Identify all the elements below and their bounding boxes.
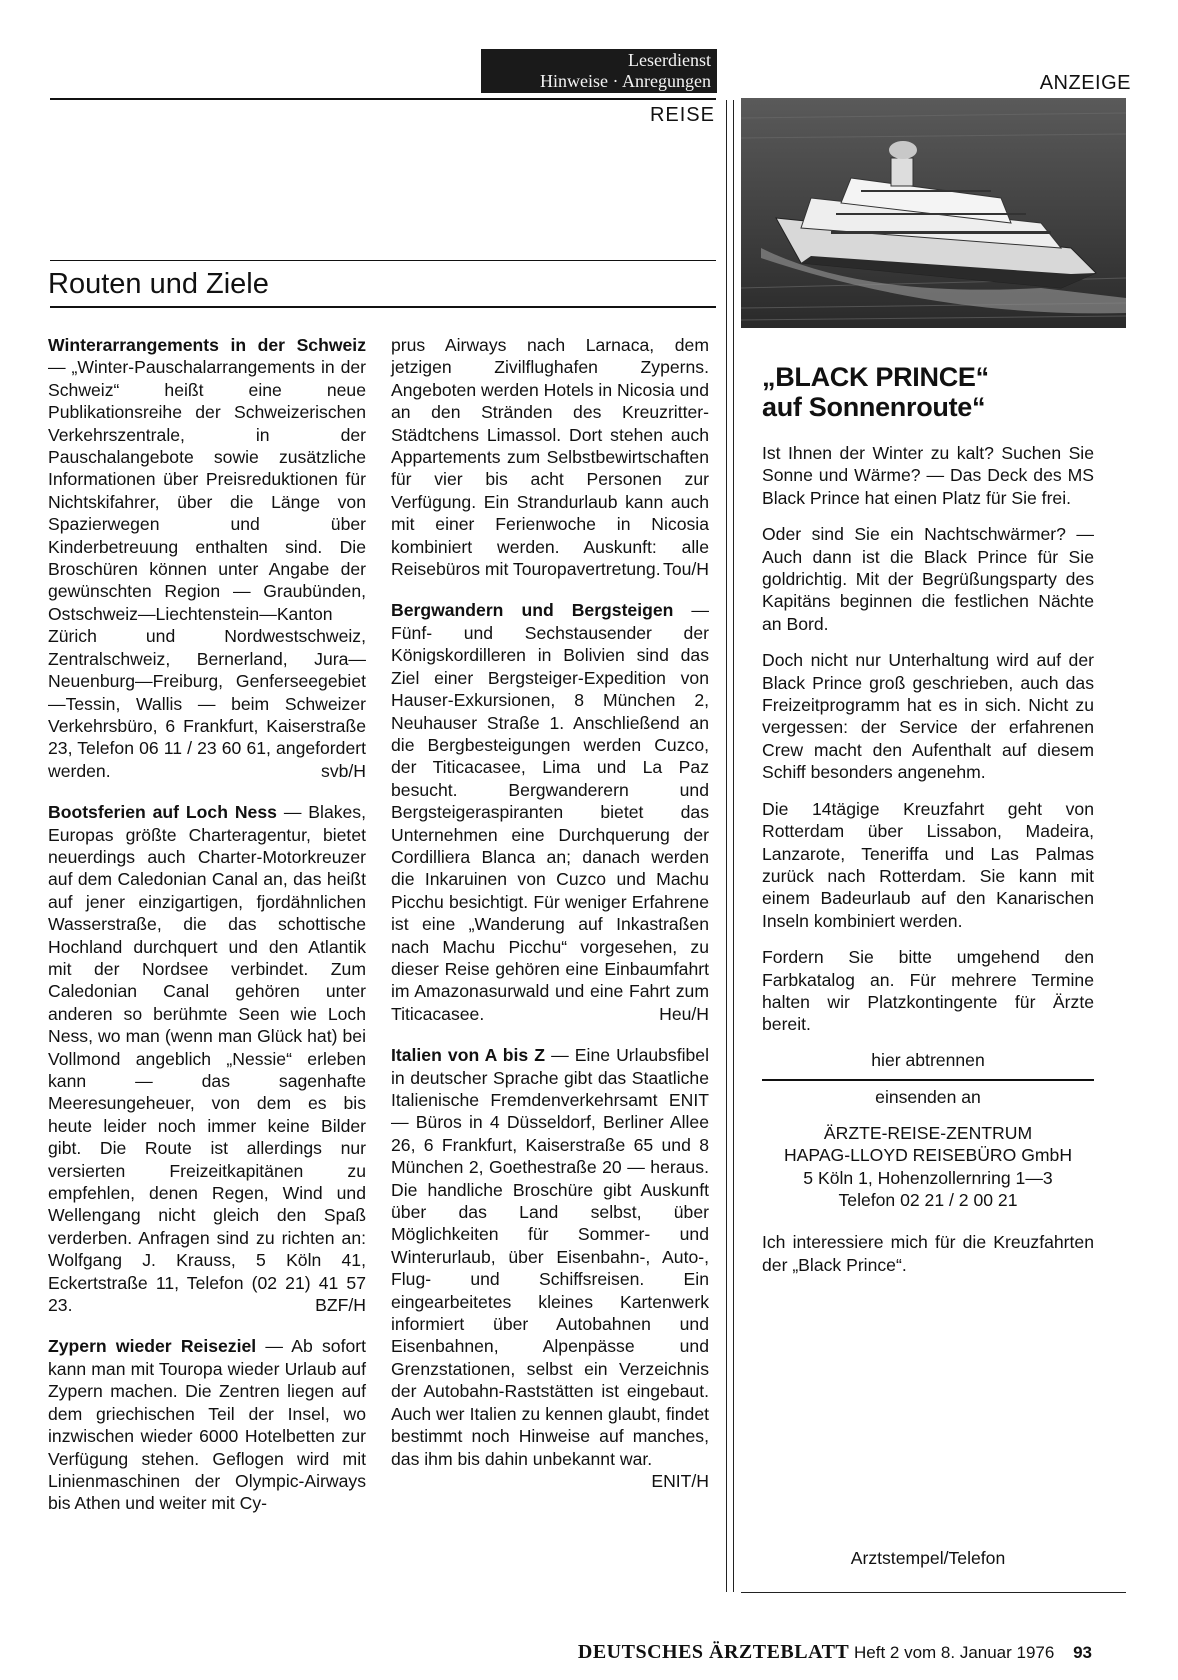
article-italien [391, 1044, 709, 1492]
article-zypern-continued [391, 334, 709, 580]
page-number: 93 [1073, 1643, 1092, 1662]
header-box-line-1: Leserdienst [628, 50, 711, 70]
article-title: Bergwandern und Bergsteigen [391, 600, 674, 621]
address-line: 5 Köln 1, Hohenzollernring 1—3 [803, 1167, 1053, 1188]
address-line: HAPAG-LLOYD REISEBÜRO GmbH [783, 1145, 1073, 1166]
ad-border-bottom [741, 1592, 1126, 1593]
article-body: — „Winter-Pauschalarrangements in der Schweiz“ heißt eine neue Publikationsreihe der Schweizerischen Verkehrszentrale, in der Pauschalangebote sowie zusätzliche Informationen über Preisreduktionen für Nichtskifahrer, über die Länge von Spazierwegen und über Kinderbetreuung enthalten sind. Die Broschüren können unter Angabe der gewünschten Region — Graubünden, Ostschweiz—Liechtenstein—Kanton Zürich und Nordwestschweiz, Zentralschweiz, Bernerland, Jura—Neuenburg—Freiburg, Genferseegebiet—Tessin, Wallis — beim Schweizer Verkehrsbüro, 6 Frankfurt, Kaiserstraße 23, Telefon 06 11 / 23 60 61, angefordert werden. [48, 357, 366, 781]
article-body: prus Airways nach Larnaca, dem jetzigen Zivilflughafen Zyperns. Angeboten werden Hotels in Nicosia und an den Stränden des Kreuzritter-Städtchens Limassol. Dort stehen auch Appartements zum Selbstbewirtschaften für vier bis acht Personen zur Verfügung. Ein Strandurlaub kann auch mit einer Ferienwoche in Nicosia kombiniert werden. Auskunft: alle Reisebüros mit Touropavertretung. [391, 335, 709, 580]
ad-paragraph: Ist Ihnen der Winter zu kalt? Suchen Sie Sonne und Wärme? — Das Deck des MS Black Prince hat einen Platz für Sie frei. [762, 443, 1094, 508]
ad-headline [762, 362, 1094, 422]
ad-paragraph: Oder sind Sie ein Nachtschwärmer? — Auch dann ist die Black Prince für Sie goldrichtig. Mit der Begrüßungsparty des Kapitäns beginnen die festlichen Nächte an Bord. [762, 524, 1094, 634]
ad-paragraph: Doch nicht nur Unterhaltung wird auf der Black Prince groß geschrieben, auch das Freizeitprogramm hat es in sich. Nicht zu vergessen: der Service der erfahrenen Crew macht den Aufenthalt auf diesem Schiff besonders angenehm. [762, 650, 1094, 783]
ad-paragraph: Die 14tägige Kreuzfahrt geht von Rotterdam über Lissabon, Madeira, Lanzarote, Teneriffa und Las Palmas zurück nach Rotterdam. Sie kann mit einem Badeurlaub auf den Kanarischen Inseln kombiniert werden. [762, 798, 1094, 931]
article-body: — Fünf- und Sechstausender der Königskordilleren in Bolivien sind das Ziel einer Bergsteiger-Expedition von Hauser-Exkursionen, 8 München 2, Neuhauser Straße 1. Anschließend an die Bergbesteigungen werden Cuzco, der Titicacasee, Lima und La Paz besucht. Bergwanderern und Bergsteigeraspiranten bietet das Unternehmen eine Durchquerung der Cordilliera Blanca an; danach werden die Inkaruinen von Cuzco und Machu Picchu besichtigt. Für weniger Erfahrene ist eine „Wanderung auf Inkastraßen nach Machu Picchu“ vorgesehen, zu dieser Reise gehören eine Einbaumfahrt im Amazonasurwald und eine Fahrt zum Titicacasee. [391, 600, 710, 1024]
ship-smoke [889, 141, 917, 159]
article-signature: svb/H [321, 760, 366, 781]
address-line: ÄRZTE-REISE-ZENTRUM [823, 1122, 1033, 1143]
ship-photo [741, 98, 1126, 328]
title-rule-bottom [50, 306, 716, 308]
article-column-2 [391, 334, 709, 1511]
article-winterarrangements [48, 334, 366, 782]
article-signature: Heu/H [659, 1003, 709, 1024]
address-line: Telefon 02 21 / 2 00 21 [838, 1189, 1018, 1210]
section-label: REISE [649, 104, 715, 126]
top-divider [50, 98, 716, 100]
page-footer [578, 1641, 1092, 1664]
article-zypern [48, 1335, 366, 1514]
article-bergwandern [391, 599, 709, 1025]
article-body: — Blakes, Europas größte Charteragentur, bietet neuerdings auch Charter-Motorkreuzer auf dem Caledonian Canal an, das heißt auf jener einzigartigen, fjordähnlichen Wasserstraße, die das schottische Hochland durchquert und den Atlantik mit der Nordsee verbindet. Zum Caledonian Canal gehören unter anderen so berühmte Seen wie Loch Ness, wo man (wenn man Glück hat) bei Vollmond angeblich „Nessie“ erleben kann — das sagenhafte Meeresungeheuer, von dem es bis heute leider noch immer keine Bilder gibt. Die Route ist allerdings nur versierten Freizeitkapitänen zu empfehlen, denen Regen, Wind und Wellengang nicht gleich den Spaß verderben. Anfragen sind zu richten an: Wolfgang J. Krauss, 5 Köln 41, Eckertstraße 11, Telefon (02 21) 41 57 23. [48, 802, 366, 1316]
article-title: Italien von A bis Z [391, 1045, 546, 1066]
journal-name: DEUTSCHES ÄRZTEBLATT [577, 1641, 850, 1663]
ad-headline-line-2: auf Sonnenroute“ [762, 392, 986, 422]
cut-here-label: hier abtrennen [871, 1049, 985, 1070]
article-column-1 [48, 334, 366, 1534]
article-loch-ness [48, 801, 366, 1316]
title-rule-top [50, 260, 716, 261]
article-signature: BZF/H [315, 1295, 366, 1316]
interest-statement: Ich interessiere mich für die Kreuzfahrten der „Black Prince“. [762, 1232, 1094, 1275]
section-title: Routen und Ziele [48, 268, 269, 300]
article-title: Bootsferien auf Loch Ness [48, 802, 277, 823]
article-title: Winterarrangements in der Schweiz [48, 335, 366, 355]
ad-paragraph: Fordern Sie bitte umgehend den Farbkatalog an. Für mehrere Termine halten wir Platzkontingente für Ärzte bereit. [762, 947, 1094, 1035]
article-body: — Ab sofort kann man mit Touropa wieder Urlaub auf Zypern machen. Die Zentren liegen auf dem griechischen Teil der Insel, wo inzwischen wieder 6000 Hotelbetten zur Verfügung stehen. Geflogen wird mit Linienmaschinen der Olympic-Airways bis Athen und weiter mit Cy- [48, 1336, 367, 1514]
article-signature: ENIT/H [651, 1470, 709, 1491]
ship-funnel [891, 158, 913, 186]
header-box-line-2: Hinweise · Anregungen [540, 71, 711, 91]
cut-line [762, 1079, 1094, 1081]
ad-border-left [733, 100, 734, 1592]
article-body: — Eine Urlaubsfibel in deutscher Sprache gibt das Staatliche Italienische Fremdenverkehrsamt ENIT — Büros in 4 Düsseldorf, Berliner Allee 26, 6 Frankfurt, Kaiserstraße 65 und 8 München 2, Goethestraße 20 — heraus. Die handliche Broschüre gibt Auskunft über das Land selbst, über Möglichkeiten für Sommer- und Winterurlaub, über Eisenbahn-, Auto-, Flug- und Schiffsreisen. Ein eingearbeitetes kleines Kartenwerk informiert über Autobahnen und Eisenbahnen, Alpenpässe und Grenzstationen, selbst ein Verzeichnis der Autobahn-Raststätten ist eingebaut. Auch wer Italien zu kennen glaubt, findet bestimmt noch Hinweise auf manches, das ihm bis dahin unbekannt war. [391, 1045, 710, 1469]
leserdienst-header-box [481, 49, 717, 93]
send-to-label: einsenden an [875, 1086, 981, 1107]
article-signature: Tou/H [663, 559, 709, 580]
stamp-label: Arztstempel/Telefon [850, 1548, 1006, 1568]
black-prince-ad [762, 362, 1094, 1276]
column-divider [726, 100, 727, 1592]
article-title: Zypern wieder Reiseziel [48, 1336, 257, 1357]
ad-headline-line-1: „BLACK PRINCE“ [762, 362, 989, 392]
issue-info: Heft 2 vom 8. Januar 1976 [854, 1643, 1055, 1662]
ad-label: ANZEIGE [1039, 72, 1131, 94]
